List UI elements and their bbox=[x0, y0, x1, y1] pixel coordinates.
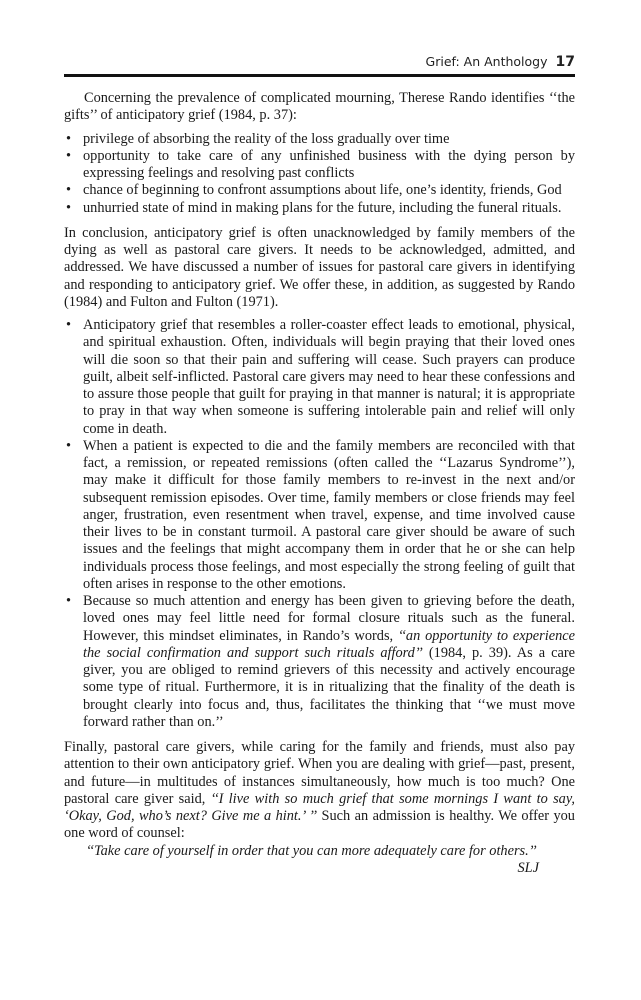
page-number: 17 bbox=[555, 54, 575, 70]
bullet-icon: • bbox=[66, 437, 72, 454]
list-item: • opportunity to take care of any unfinished business with the dying person by expressing feelings and resolving past conflicts bbox=[66, 147, 575, 181]
list-item: • privilege of absorbing the reality of the loss gradually over time bbox=[66, 130, 450, 147]
author-signature: SLJ bbox=[517, 859, 539, 876]
running-head bbox=[426, 54, 575, 70]
list-item: • Anticipatory grief that resembles a roller-coaster effect leads to emotional, physical, and spiritual exhaustion. Often, individuals will begin praying that their loved ones will die soon so that their pain and suffering will cease. Such prayers can produce guilt, albeit self-inflicted. Pastoral care givers may need to hear these confessions and to assure those people that guilt for praying in that manner is natural; it is appropriate to pray in that way when someone is suffering intolerable pain and relief will only come in death. bbox=[66, 317, 575, 437]
finally-paragraph: Finally, pastoral care givers, while caring for the family and friends, must also pay attention to their own anticipatory grief. When you are dealing with grief—past, present, and future—in multitudes of instances simultaneously, how much is too much? One pastoral care giver said, ‘‘I live with so much grief that some mornings I want to say, ‘Okay, God, who’s next? Give me a hint.’ ’’ Such an admission is healthy. We offer you one word of counsel: bbox=[64, 739, 575, 842]
bullet-icon: • bbox=[66, 182, 72, 199]
suggestions-list bbox=[64, 317, 575, 731]
intro-paragraph: Concerning the prevalence of complicated mourning, Therese Rando identifies ‘‘the gifts’’ of anticipatory grief (1984, p. 37): bbox=[64, 90, 575, 124]
list-item: • Because so much attention and energy has been given to grieving before the death, loved ones may feel little need for formal closure rituals such as the funeral. However, this mindset eliminates, in Rando’s words, ‘‘an opportunity to experience the social confirmation and support such rituals afford’’ (1984, p. 39). As a care giver, you are obliged to remind grievers of this necessity and actively encourage some type of ritual. Furthermore, it is in ritualizing that the finality of the death is brought clearly into focus and, thus, facilitates the thinking that ‘‘we must move forward rather than on.’’ bbox=[66, 593, 576, 730]
closing-quote: ‘‘Take care of yourself in order that you can more adequately care for others.’’ bbox=[86, 842, 537, 859]
list-item: • unhurried state of mind in making plans for the future, including the funeral rituals. bbox=[66, 199, 562, 216]
care-giver-quote: ‘‘I live with so much grief that some mornings I want to say, ‘Okay, God, who’s next? Give me a hint.’ ’’ bbox=[64, 790, 575, 824]
running-title: Grief: An Anthology bbox=[425, 54, 548, 69]
conclusion-paragraph: In conclusion, anticipatory grief is often unacknowledged by family members of the dying as well as pastoral care givers. It needs to be acknowledged, admitted, and addressed. We have discussed a number of issues for pastoral care givers in identifying and responding to anticipatory grief. We offer these, in addition, as suggested by Rando (1984) and Fulton and Fulton (1971). bbox=[64, 224, 575, 310]
bullet-icon: • bbox=[66, 593, 72, 609]
rando-quote: ‘‘an opportunity to experience the social confirmation and support such rituals afford’’ bbox=[83, 627, 575, 661]
bullet-icon: • bbox=[66, 317, 72, 333]
gifts-list bbox=[64, 131, 575, 217]
list-item: • When a patient is expected to die and the family members are reconciled with that fact, a remission, or repeated remissions (often called the ‘‘Lazarus Syndrome’’), may make it difficult for those family members to re-invest in the next and/or subsequent remission episodes. Over time, family members or close friends may feel anger, frustration, even resentment when travel, expense, and time involved cause their lives to be in constant turmoil. A pastoral care giver should be aware of such issues and the feelings that might accompany them in order that he or she can help individuals process those feelings, and most especially the strong feeling of guilt that often arises in response to the other emotions. bbox=[66, 437, 575, 592]
bullet-icon: • bbox=[66, 130, 72, 147]
bullet-icon: • bbox=[66, 199, 72, 216]
header-rule bbox=[64, 74, 575, 77]
list-item: • chance of beginning to confront assumptions about life, one’s identity, friends, God bbox=[66, 182, 562, 199]
page-body bbox=[64, 90, 575, 877]
bullet-icon: • bbox=[66, 147, 72, 164]
